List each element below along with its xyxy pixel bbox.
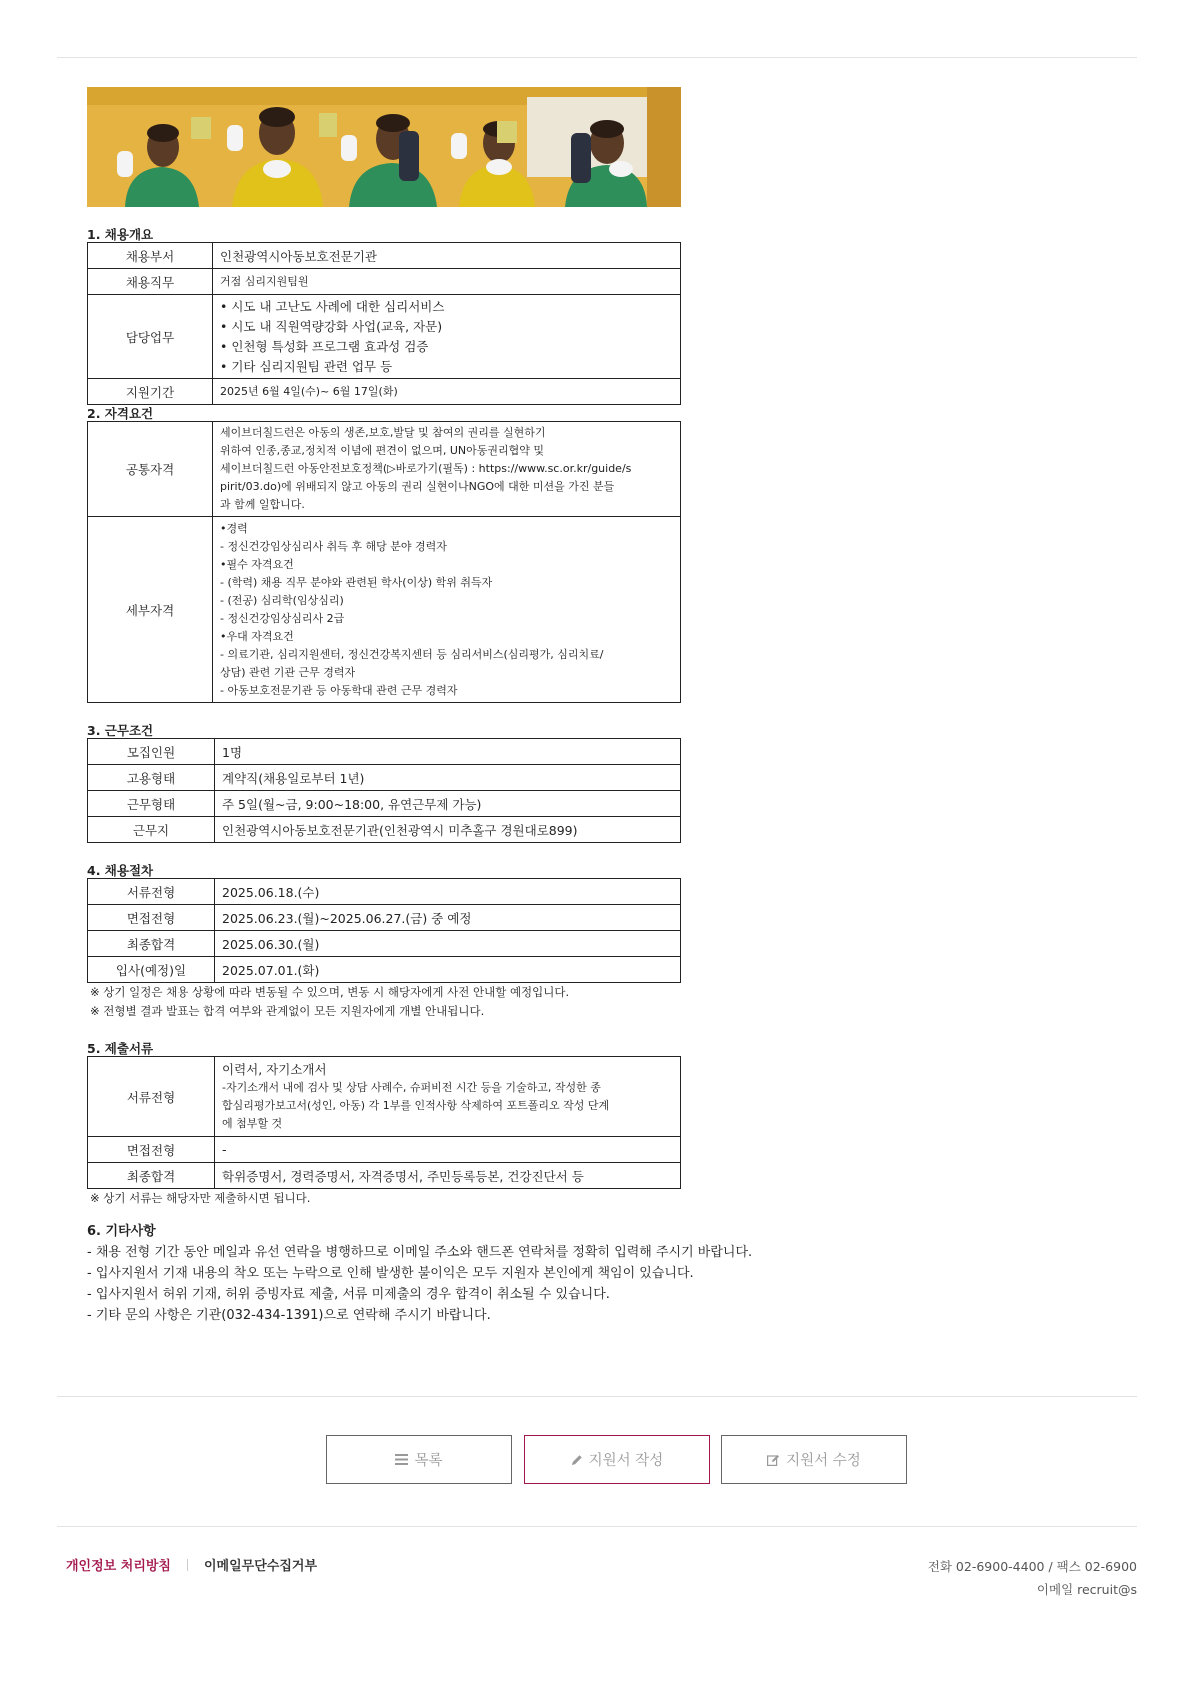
label-work-type: 근무형태 bbox=[88, 791, 215, 817]
label-headcount: 모집인원 bbox=[88, 739, 215, 765]
section-title-etc: 6. 기타사항 bbox=[87, 1224, 156, 1239]
edit-button-label: 지원서 수정 bbox=[786, 1453, 861, 1469]
conditions-table bbox=[87, 738, 681, 843]
common-line: 과 함께 일합니다. bbox=[220, 498, 305, 511]
footer-links bbox=[66, 1555, 317, 1574]
buttons-top-divider bbox=[57, 1396, 1137, 1397]
pencil-icon bbox=[571, 1454, 583, 1466]
label-final: 최종합격 bbox=[88, 931, 215, 957]
label-start-date: 입사(예정)일 bbox=[88, 957, 215, 983]
process-note: ※ 전형별 결과 발표는 합격 여부와 관계없이 모든 지원자에게 개별 안내됩니다. bbox=[90, 1004, 485, 1018]
etc-line: - 기타 문의 사항은 기관(032-434-1391)으로 연락해 주시기 바랍니다. bbox=[87, 1308, 491, 1323]
value-doc-interview: - bbox=[215, 1137, 681, 1163]
value-final: 2025.06.30.(월) bbox=[215, 931, 681, 957]
label-interview: 면접전형 bbox=[88, 905, 215, 931]
footer-phone: 전화 02-6900-4400 / 팩스 02-6900 bbox=[927, 1559, 1137, 1574]
qualification-table bbox=[87, 421, 681, 703]
detail-line: - 정신건강임상심리사 취득 후 해당 분야 경력자 bbox=[220, 539, 447, 553]
label-doc-interview: 면접전형 bbox=[88, 1137, 215, 1163]
value-common bbox=[213, 422, 681, 517]
section-title-process: 4. 채용절차 bbox=[87, 863, 154, 878]
apply-button[interactable] bbox=[524, 1435, 710, 1484]
value-work-type: 주 5일(월~금, 9:00~18:00, 유연근무제 가능) bbox=[215, 791, 681, 817]
value-doc-submission bbox=[215, 1057, 681, 1137]
list-button[interactable] bbox=[326, 1435, 512, 1484]
value-workplace: 인천광역시아동보호전문기관(인천광역시 미추홀구 경원대로899) bbox=[215, 817, 681, 843]
label-common: 공통자격 bbox=[88, 422, 213, 517]
process-table bbox=[87, 878, 681, 983]
detail-line: - 의료기관, 심리지원센터, 정신건강복지센터 등 심리서비스(심리평가, 심리치료/ bbox=[220, 647, 604, 661]
label-detail: 세부자격 bbox=[88, 517, 213, 703]
common-line: pirit/03.do)에 위배되지 않고 아동의 권리 실현이나NGO에 대한 미션을 가진 분들 bbox=[220, 480, 615, 493]
common-line: 세이브더칠드런 아동안전보호정책(▷바로가기(필독) : https://www.sc.or.kr/guide/s bbox=[220, 462, 632, 475]
detail-line: •우대 자격요건 bbox=[220, 629, 294, 643]
duty-line: • 기타 심리지원팀 관련 업무 등 bbox=[220, 358, 393, 374]
common-line: 위하여 인종,종교,정치적 이념에 편견이 없으며, UN아동권리협약 및 bbox=[220, 444, 545, 457]
detail-line: •필수 자격요건 bbox=[220, 557, 294, 571]
edit-button[interactable] bbox=[721, 1435, 907, 1484]
process-note: ※ 상기 일정은 채용 상황에 따라 변동될 수 있으며, 변동 시 해당자에게 사전 안내할 예정입니다. bbox=[90, 985, 570, 999]
section-title-conditions: 3. 근무조건 bbox=[87, 723, 154, 738]
detail-line: - (전공) 심리학(임상심리) bbox=[220, 593, 344, 607]
value-period: 2025년 6월 4일(수)~ 6월 17일(화) bbox=[213, 379, 681, 405]
documents-note: ※ 상기 서류는 해당자만 제출하시면 됩니다. bbox=[90, 1191, 311, 1205]
value-headcount: 1명 bbox=[215, 739, 681, 765]
list-icon bbox=[395, 1454, 408, 1465]
value-doc-screening: 2025.06.18.(수) bbox=[215, 879, 681, 905]
duty-line: • 시도 내 고난도 사례에 대한 심리서비스 bbox=[220, 298, 445, 314]
doc-main: 이력서, 자기소개서 bbox=[222, 1061, 327, 1077]
top-divider bbox=[57, 57, 1137, 58]
value-job: 거점 심리지원팀원 bbox=[213, 269, 681, 295]
value-interview: 2025.06.23.(월)~2025.06.27.(금) 중 예정 bbox=[215, 905, 681, 931]
value-duty bbox=[213, 295, 681, 379]
footer-email: 이메일 recruit@s bbox=[1036, 1582, 1137, 1597]
email-refuse-link[interactable]: 이메일무단수집거부 bbox=[204, 1559, 318, 1574]
label-doc-final: 최종합격 bbox=[88, 1163, 215, 1189]
label-job: 채용직무 bbox=[88, 269, 213, 295]
detail-line: - 정신건강임상심리사 2급 bbox=[220, 611, 345, 625]
label-duty: 담당업무 bbox=[88, 295, 213, 379]
etc-line: - 입사지원서 기재 내용의 착오 또는 누락으로 인해 발생한 불이익은 모두 지원자 본인에게 책임이 있습니다. bbox=[87, 1266, 694, 1281]
edit-icon bbox=[767, 1454, 780, 1466]
footer-divider bbox=[57, 1526, 1137, 1527]
detail-line: - 아동보호전문기관 등 아동학대 관련 근무 경력자 bbox=[220, 683, 458, 697]
label-period: 지원기간 bbox=[88, 379, 213, 405]
doc-sub-line: -자기소개서 내에 검사 및 상담 사례수, 슈퍼비전 시간 등을 기술하고, 작성한 종 bbox=[222, 1080, 601, 1094]
section-title-qualification: 2. 자격요건 bbox=[87, 406, 154, 421]
label-employment-type: 고용형태 bbox=[88, 765, 215, 791]
documents-table bbox=[87, 1056, 681, 1189]
detail-line: 상담) 관련 기관 근무 경력자 bbox=[220, 665, 356, 679]
duty-line: • 시도 내 직원역량강화 사업(교육, 자문) bbox=[220, 318, 443, 334]
list-button-label: 목록 bbox=[414, 1453, 443, 1469]
value-employment-type: 계약직(채용일로부터 1년) bbox=[215, 765, 681, 791]
etc-line: - 채용 전형 기간 동안 메일과 유선 연락을 병행하므로 이메일 주소와 핸드폰 연락처를 정확히 입력해 주시기 바랍니다. bbox=[87, 1245, 753, 1260]
detail-line: - (학력) 채용 직무 분야와 관련된 학사(이상) 학위 취득자 bbox=[220, 575, 493, 589]
value-doc-final: 학위증명서, 경력증명서, 자격증명서, 주민등록등본, 건강진단서 등 bbox=[215, 1163, 681, 1189]
etc-line: - 입사지원서 허위 기재, 허위 증빙자료 제출, 서류 미제출의 경우 합격이 취소될 수 있습니다. bbox=[87, 1287, 610, 1302]
footer-separator bbox=[187, 1559, 188, 1571]
privacy-policy-link[interactable]: 개인정보 처리방침 bbox=[66, 1559, 171, 1574]
apply-button-label: 지원서 작성 bbox=[588, 1453, 664, 1469]
section-title-documents: 5. 제출서류 bbox=[87, 1041, 154, 1056]
label-doc-screening: 서류전형 bbox=[88, 879, 215, 905]
doc-sub-line: 에 첨부할 것 bbox=[222, 1116, 283, 1130]
label-doc-submission: 서류전형 bbox=[88, 1057, 215, 1137]
label-dept: 채용부서 bbox=[88, 243, 213, 269]
overview-table bbox=[87, 242, 681, 405]
label-workplace: 근무지 bbox=[88, 817, 215, 843]
footer-contact bbox=[928, 1555, 1137, 1601]
section-title-overview: 1. 채용개요 bbox=[87, 227, 154, 242]
value-start-date: 2025.07.01.(화) bbox=[215, 957, 681, 983]
duty-line: • 인천형 특성화 프로그램 효과성 검증 bbox=[220, 338, 429, 354]
common-line: 세이브더칠드런은 아동의 생존,보호,발달 및 참여의 권리를 실현하기 bbox=[220, 426, 546, 439]
banner-image bbox=[87, 87, 681, 207]
detail-line: •경력 bbox=[220, 521, 248, 535]
doc-sub-line: 합심리평가보고서(성인, 아동) 각 1부를 인적사항 삭제하여 포트폴리오 작성 단계 bbox=[222, 1098, 610, 1112]
value-detail bbox=[213, 517, 681, 703]
value-dept: 인천광역시아동보호전문기관 bbox=[213, 243, 681, 269]
job-post-content bbox=[87, 87, 753, 1326]
